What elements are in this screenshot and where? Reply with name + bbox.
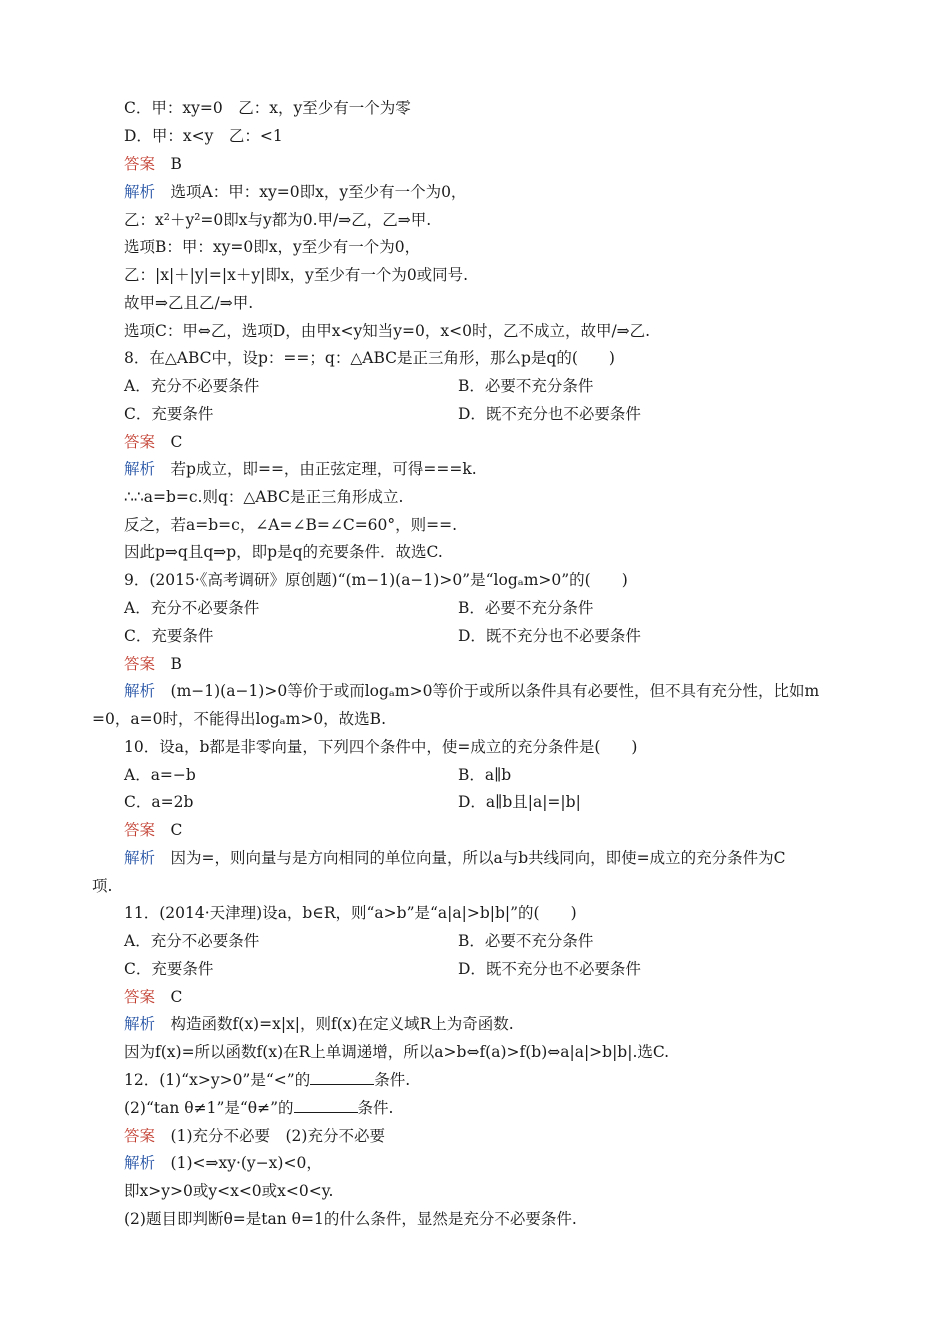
option-d-q7: D．甲：x<y 乙：<1 bbox=[124, 127, 283, 145]
question-12-part1 bbox=[124, 1070, 410, 1090]
analysis-text: (1)<⇒xy·(y−x)<0， bbox=[170, 1154, 322, 1172]
analysis-q7-line4: 乙：|x|＋|y|=|x＋y|即x，y至少有一个为0或同号. bbox=[124, 266, 469, 284]
answer-q10 bbox=[124, 820, 182, 840]
question-text: (2)“tan θ≠1”是“θ≠”的 bbox=[124, 1099, 294, 1117]
analysis-q12-line1 bbox=[124, 1153, 322, 1173]
analysis-q7-line1 bbox=[124, 182, 466, 202]
analysis-q8-line4: 因此p⇒q且q⇒p，即p是q的充要条件．故选C. bbox=[124, 543, 443, 561]
analysis-text: (m−1)(a−1)>0等价于或而logₐm>0等价于或所以条件具有必要性，但不具有充分性，比如m bbox=[170, 682, 820, 700]
answer-value: B bbox=[170, 155, 182, 173]
option-d-q11: D．既不充分也不必要条件 bbox=[458, 960, 641, 978]
analysis-q12-line3: (2)题目即判断θ=是tan θ=1的什么条件，显然是充分不必要条件. bbox=[124, 1210, 577, 1228]
option-d-q8: D．既不充分也不必要条件 bbox=[458, 405, 641, 423]
option-c-q11: C．充要条件 bbox=[124, 960, 214, 978]
blank-line bbox=[310, 1070, 374, 1085]
answer-value: B bbox=[170, 655, 182, 673]
analysis-q9-line2: =0，a=0时，不能得出logₐm>0，故选B. bbox=[92, 710, 386, 728]
option-a-q8: A．充分不必要条件 bbox=[124, 377, 260, 395]
blank-line bbox=[294, 1098, 358, 1113]
analysis-text: 选项A：甲：xy=0即x，y至少有一个为0， bbox=[170, 183, 467, 201]
analysis-text: 因为=，则向量与是方向相同的单位向量，所以a与b共线同向，即使=成立的充分条件为C bbox=[170, 849, 786, 867]
analysis-q11-line2: 因为f(x)=所以函数f(x)在R上单调递增，所以a>b⇔f(a)>f(b)⇔a|a|>b|b|.选C. bbox=[124, 1043, 670, 1061]
answer-q9 bbox=[124, 654, 182, 674]
option-d-q9: D．既不充分也不必要条件 bbox=[458, 627, 641, 645]
answer-label: 答案 bbox=[124, 155, 156, 173]
analysis-q8-line3: 反之，若a=b=c，∠A=∠B=∠C=60°，则==. bbox=[124, 516, 458, 534]
analysis-q12-line2: 即x>y>0或y<x<0或x<0<y. bbox=[124, 1182, 334, 1200]
option-b-q10: B．a∥b bbox=[458, 766, 512, 784]
option-b-q9: B．必要不充分条件 bbox=[458, 599, 594, 617]
analysis-label: 解析 bbox=[124, 1015, 156, 1033]
question-8: 8．在△ABC中，设p：==；q：△ABC是正三角形，那么p是q的( ) bbox=[124, 349, 615, 367]
option-c-q10: C．a=2b bbox=[124, 793, 194, 811]
option-a-q10: A．a=−b bbox=[124, 766, 196, 784]
answer-q7 bbox=[124, 154, 182, 174]
option-c-q9: C．充要条件 bbox=[124, 627, 214, 645]
analysis-q8-line1 bbox=[124, 459, 477, 479]
question-10: 10．设a，b都是非零向量，下列四个条件中，使=成立的充分条件是( ) bbox=[124, 738, 638, 756]
question-12-part2 bbox=[124, 1098, 393, 1118]
analysis-q7-line3: 选项B：甲：xy=0即x，y至少有一个为0， bbox=[124, 238, 421, 256]
option-c-q7: C．甲：xy=0 乙：x，y至少有一个为零 bbox=[124, 99, 411, 117]
answer-label: 答案 bbox=[124, 821, 156, 839]
question-text-suffix: 条件. bbox=[374, 1071, 411, 1089]
analysis-text: 构造函数f(x)=x|x|，则f(x)在定义域R上为奇函数. bbox=[170, 1015, 514, 1033]
analysis-label: 解析 bbox=[124, 460, 156, 478]
analysis-label: 解析 bbox=[124, 1154, 156, 1172]
option-a-q11: A．充分不必要条件 bbox=[124, 932, 260, 950]
answer-value: C bbox=[170, 821, 183, 839]
analysis-q9-line1 bbox=[124, 681, 819, 701]
option-b-q11: B．必要不充分条件 bbox=[458, 932, 594, 950]
analysis-text: 若p成立，即==，由正弦定理，可得===k. bbox=[170, 460, 477, 478]
analysis-q7-line6: 选项C：甲⇔乙，选项D，由甲x<y知当y=0，x<0时，乙不成立，故甲/⇒乙. bbox=[124, 322, 651, 340]
answer-value: (1)充分不必要 (2)充分不必要 bbox=[170, 1127, 385, 1145]
answer-q8 bbox=[124, 432, 182, 452]
analysis-q8-line2: ∴∴a=b=c.则q：△ABC是正三角形成立. bbox=[124, 488, 404, 506]
answer-label: 答案 bbox=[124, 433, 156, 451]
analysis-q11-line1 bbox=[124, 1014, 514, 1034]
option-b-q8: B．必要不充分条件 bbox=[458, 377, 594, 395]
analysis-q10-line1 bbox=[124, 848, 786, 868]
option-c-q8: C．充要条件 bbox=[124, 405, 214, 423]
question-11: 11．(2014·天津理)设a，b∈R，则“a>b”是“a|a|>b|b|”的( ) bbox=[124, 904, 577, 922]
answer-q12 bbox=[124, 1126, 385, 1146]
option-a-q9: A．充分不必要条件 bbox=[124, 599, 260, 617]
analysis-q7-line5: 故甲⇒乙且乙/⇒甲. bbox=[124, 294, 254, 312]
question-9: 9．(2015·《高考调研》原创题)“(m−1)(a−1)>0”是“logₐm>0”的( ) bbox=[124, 571, 628, 589]
analysis-label: 解析 bbox=[124, 183, 156, 201]
answer-label: 答案 bbox=[124, 1127, 156, 1145]
answer-value: C bbox=[170, 433, 183, 451]
answer-q11 bbox=[124, 987, 182, 1007]
answer-value: C bbox=[170, 988, 183, 1006]
question-text: 12．(1)“x>y>0”是“<”的 bbox=[124, 1071, 311, 1089]
analysis-q7-line2: 乙：x²＋y²=0即x与y都为0.甲/⇒乙，乙⇒甲. bbox=[124, 211, 432, 229]
option-d-q10: D．a∥b且|a|=|b| bbox=[458, 793, 581, 811]
question-text-suffix: 条件. bbox=[357, 1099, 394, 1117]
analysis-label: 解析 bbox=[124, 849, 156, 867]
answer-label: 答案 bbox=[124, 655, 156, 673]
analysis-label: 解析 bbox=[124, 682, 156, 700]
analysis-q10-line2: 项. bbox=[92, 877, 113, 895]
answer-label: 答案 bbox=[124, 988, 156, 1006]
